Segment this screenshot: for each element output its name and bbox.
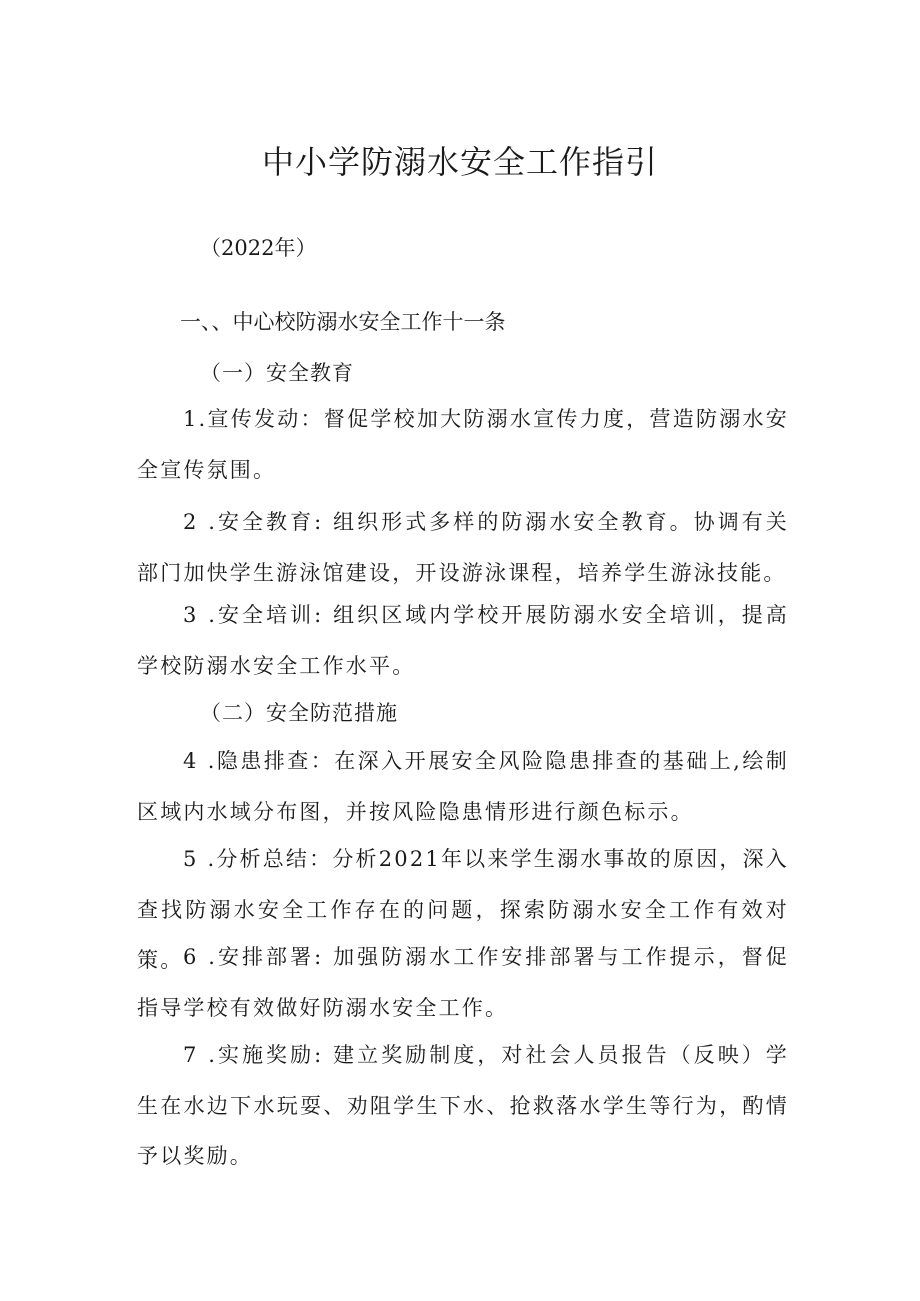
document-year: （2022年） [200, 236, 317, 260]
paragraph-item-4: 4 .隐患排查：在深入开展安全风险隐患排查的基础上,绘制区域内水域分布图，并按风险隐患情形进行颜色标示。 [137, 749, 789, 824]
paragraph-item-6: 6 .安排部署: 加强防溺水工作安排部署与工作提示，督促指导学校有效做好防溺水安全工作。 [137, 945, 789, 1020]
document-title: 中小学防溺水安全工作指引 [261, 143, 658, 181]
paragraph-item-5: 5 .分析总结：分析2021年以来学生溺水事故的原因，深入查找防溺水安全工作存在的问题，探索防溺水安全工作有效对策。 [137, 847, 789, 972]
subheading-prevention-measures: （二）安全防范措施 [200, 701, 398, 725]
paragraph-item-1: 1.宣传发动：督促学校加大防溺水宣传力度，营造防溺水安全宣传氛围。 [137, 407, 789, 482]
subheading-safety-education: （一）安全教育 [200, 361, 354, 385]
paragraph-item-2: 2 .安全教育: 组织形式多样的防溺水安全教育。协调有关部门加快学生游泳馆建设，开设游泳课程，培养学生游泳技能。 [137, 510, 789, 585]
paragraph-item-7: 7 .实施奖励: 建立奖励制度，对社会人员报告（反映）学生在水边下水玩耍、劝阻学生下水、抢救落水学生等行为，酌情予以奖励。 [137, 1043, 789, 1168]
section-heading: 一、、中心校防溺水安全工作十一条 [180, 310, 506, 334]
paragraph-item-3: 3 .安全培训: 组织区域内学校开展防溺水安全培训，提高学校防溺水安全工作水平。 [137, 603, 789, 678]
